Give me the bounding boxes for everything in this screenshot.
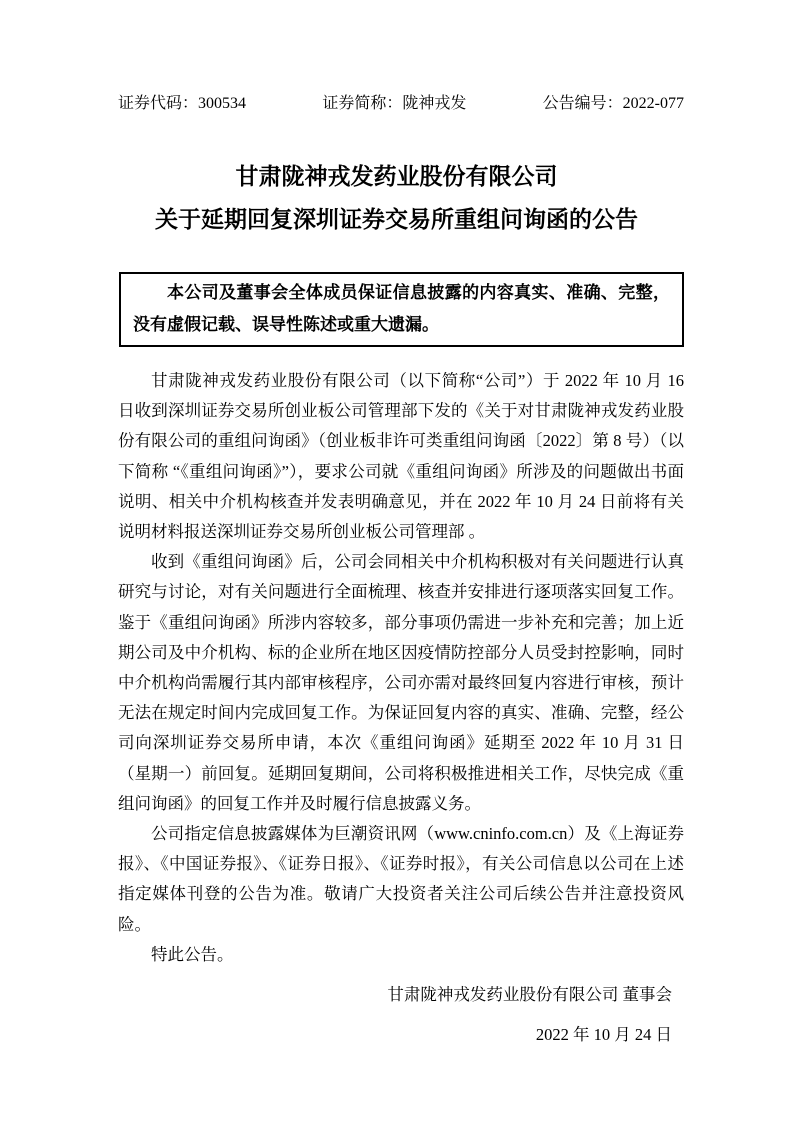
board-statement-text: 本公司及董事会全体成员保证信息披露的内容真实、准确、完整，没有虚假记载、误导性陈述或重大遗漏。	[133, 283, 670, 334]
stock-code: 证券代码：300534	[118, 95, 247, 112]
stock-name: 证券简称：陇神戎发	[322, 95, 467, 112]
body-paragraph: 甘肃陇神戎发药业股份有限公司（以下简称“公司”）于 2022 年 10 月 16 日收到深圳证券交易所创业板公司管理部下发的《关于对甘肃陇神戎发药业股份有限公司的重组问询函》（创业板非许可类重组问询函〔2022〕第 8 号）（以下简称 “《重组问询函》”），要求公司就《重组问询函》所涉及的问题做出书面说明、相关中介机构核查并发表明确意见，并在 2022 年 10 月 24 日前将有关说明材料报送深圳证券交易所创业板公司管理部 。	[118, 371, 684, 542]
page-title-company: 甘肃陇神戎发药业股份有限公司	[235, 164, 558, 189]
body-paragraph: 公司指定信息披露媒体为巨潮资讯网（www.cninfo.com.cn）及《上海证券报》、《中国证券报》、《证券日报》、《证券时报》，有关公司信息以公司在上述指定媒体刊登的公告为准。敬请广大投资者关注公司后续公告并注意投资风险。	[118, 824, 684, 934]
signature-company: 甘肃陇神戎发药业股份有限公司 董事会	[387, 985, 672, 1005]
signature-date: 2022 年 10 月 24 日	[535, 1025, 672, 1045]
page-title-subject: 关于延期回复深圳证券交易所重组问询函的公告	[155, 207, 638, 232]
document-header	[118, 94, 684, 114]
body-paragraph: 收到《重组问询函》后，公司会同相关中介机构积极对有关问题进行认真研究与讨论，对有关问题进行全面梳理、核查并安排进行逐项落实回复工作。鉴于《重组问询函》所涉内容较多，部分事项仍需进一步补充和完善；加上近期公司及中介机构、标的企业所在地区因疫情防控部分人员受封控影响，同时中介机构尚需履行其内部审核程序，公司亦需对最终回复内容进行审核，预计无法在规定时间内完成回复工作。为保证回复内容的真实、准确、完整，经公司向深圳证券交易所申请，本次《重组问询函》延期至 2022 年 10 月 31 日（星期一）前回复。延期回复期间，公司将积极推进相关工作，尽快完成《重组问询函》的回复工作并及时履行信息披露义务。	[118, 552, 684, 813]
document-body	[118, 366, 684, 1055]
announcement-number: 公告编号：2022-077	[542, 95, 684, 112]
body-paragraph: 特此公告。	[151, 944, 234, 964]
signature-block	[118, 975, 684, 1055]
board-statement-box	[119, 272, 684, 347]
